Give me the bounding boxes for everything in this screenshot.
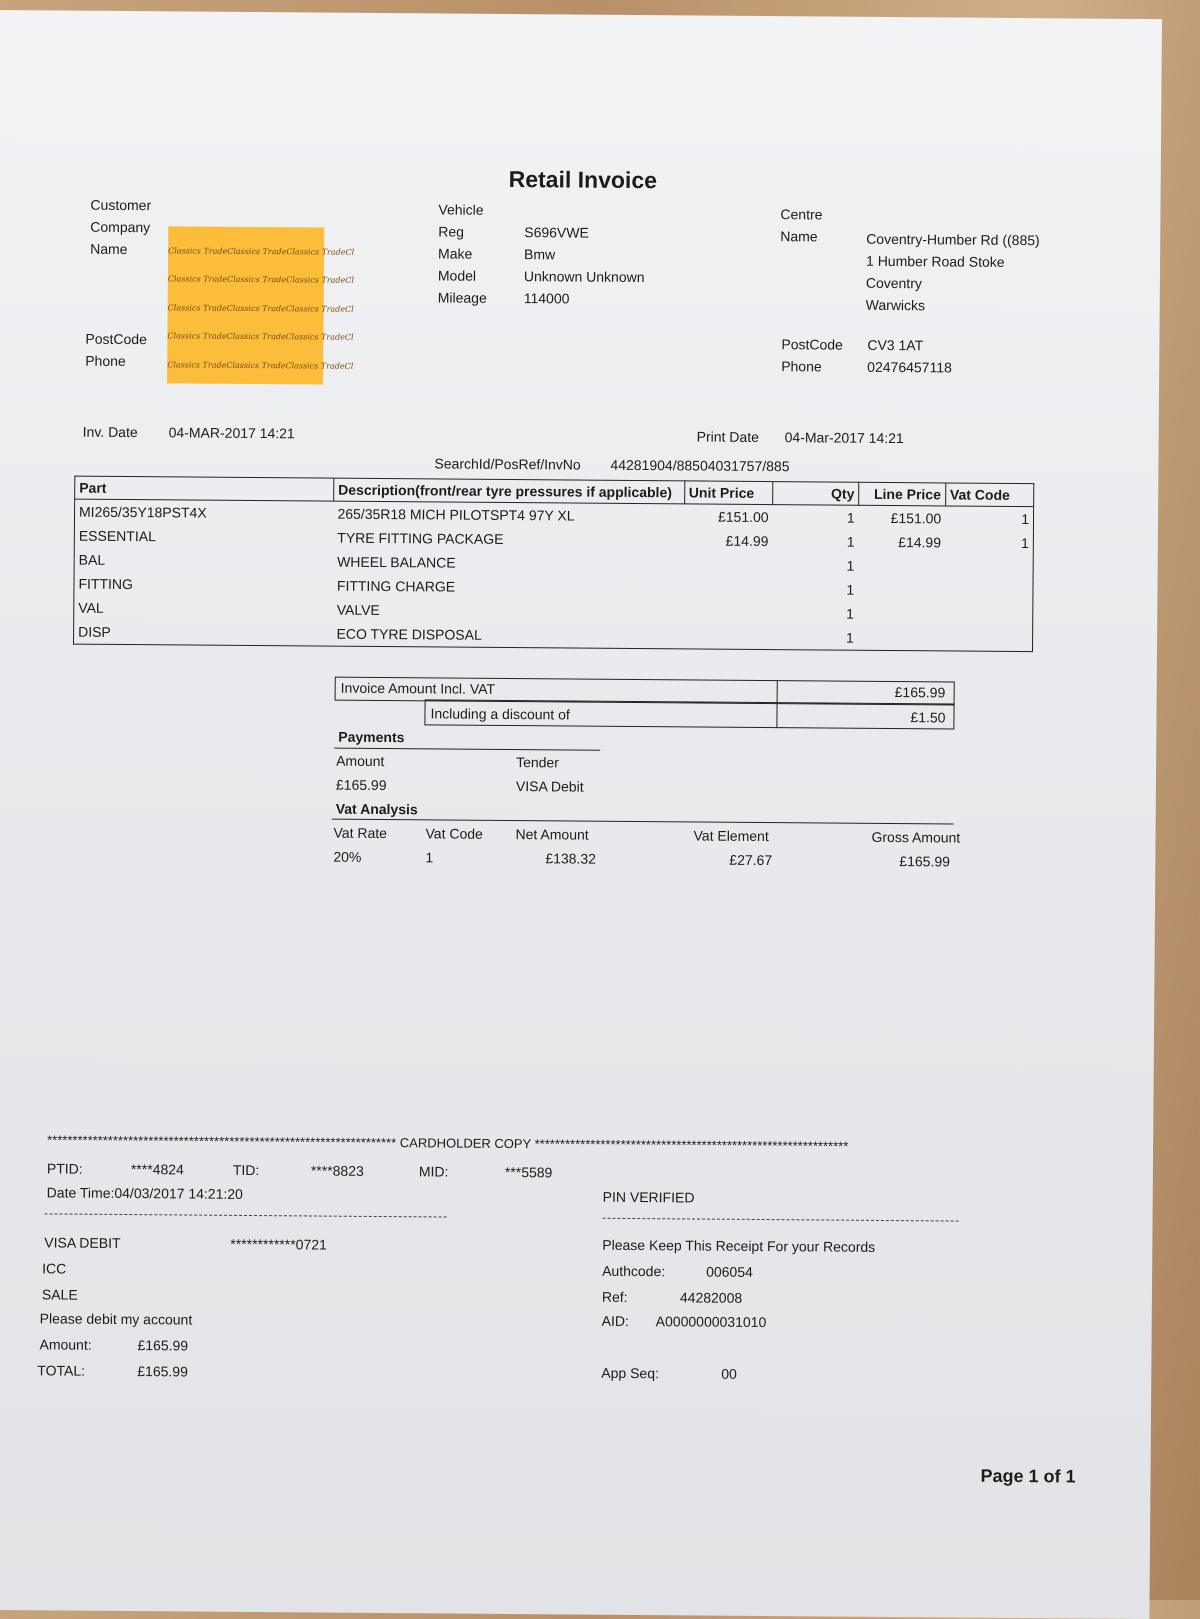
vat-element: £27.67 [729,851,773,869]
receipt-dash-right [603,1218,959,1222]
payment-tender: VISA Debit [515,778,584,795]
aid-label: AID: [601,1312,630,1329]
inv-date-label: Inv. Date [82,423,138,441]
vat-rule [332,819,954,825]
cell-description: ECO TYRE DISPOSAL [336,625,482,643]
centre-postcode: CV3 1AT [867,336,924,354]
cell-vat-code [944,602,1032,627]
cell-description: TYRE FITTING PACKAGE [337,529,504,547]
search-ref-label: SearchId/PosRef/InvNo [434,455,581,473]
tid-value: ****8823 [310,1162,364,1179]
receipt-total-label: TOTAL: [37,1362,86,1379]
authcode-label: Authcode: [602,1262,666,1280]
cell-line-price [858,626,945,651]
vat-element-label: Vat Element [693,827,769,845]
customer-name-label: Name [90,240,128,258]
vehicle-label: Vehicle [438,201,484,218]
discount-value: £1.50 [910,709,946,726]
payments-rule [334,748,600,751]
cell-line-price [858,602,945,627]
centre-name-label: Name [780,228,818,245]
gross-amount: £165.99 [899,853,951,870]
mileage-label: Mileage [437,289,487,306]
pin-verified: PIN VERIFIED [602,1188,695,1206]
cell-qty: 1 [846,605,855,622]
print-date: 04-Mar-2017 14:21 [784,429,904,447]
cell-qty: 1 [846,509,855,526]
cell-vat-code [944,626,1032,651]
mid-value: ***5589 [504,1164,553,1181]
receipt-amount: £165.99 [137,1337,189,1354]
col-line-price: Line Price [859,482,946,506]
vat-heading: Vat Analysis [335,800,418,818]
tid-label: TID: [232,1161,260,1179]
vat-code: 1 [425,849,434,866]
cell-unit-price [683,600,772,625]
reg-label: Reg [438,223,465,240]
cell-vat-code [945,554,1033,579]
centre-address-line-2: Coventry [865,274,922,292]
cell-line-price [858,554,945,579]
centre-phone: 02476457118 [867,358,952,376]
cell-part: DISP [78,623,111,640]
redaction-text: Classics TradeClassics TradeClassics TradeCl [167,360,354,371]
cell-part: FITTING [78,575,133,593]
redaction-text: Classics TradeClassics TradeClassics TradeCl [168,246,355,257]
line-items-table [73,476,1034,653]
discount-label: Including a discount of [430,705,570,723]
company-label: Company [90,218,151,236]
cell-qty: 1 [846,533,855,550]
model-label: Model [437,267,477,284]
payment-amount-label: Amount [336,752,385,770]
app-seq-label: App Seq: [601,1364,659,1382]
centre-phone-label: Phone [781,358,822,375]
cell-description: 265/35R18 MICH PILOTSPT4 97Y XL [337,505,575,524]
redaction-text: Classics TradeClassics TradeClassics TradeCl [167,303,354,314]
cell-unit-price [683,624,772,649]
mid-label: MID: [418,1163,449,1180]
vat-rate-label: Vat Rate [333,824,388,842]
cell-description: FITTING CHARGE [336,577,456,595]
invoice-title: Retail Invoice [508,166,658,194]
print-date-label: Print Date [696,428,759,445]
cell-unit-price [683,576,772,601]
cell-line-price: £151.00 [890,510,942,527]
col-unit-price: Unit Price [684,481,773,505]
redaction-block [167,226,355,384]
centre-postcode-label: PostCode [781,336,843,353]
card-type: VISA DEBIT [44,1234,121,1251]
centre-label: Centre [780,206,823,223]
cell-part: VAL [78,599,104,616]
make-label: Make [438,245,473,262]
inv-date: 04-MAR-2017 14:21 [168,424,295,442]
cell-line-price: £14.99 [898,534,942,551]
cell-vat-code: 1 [1021,511,1030,528]
cell-vat-code: 1 [1020,535,1029,552]
receipt-dash-left [45,1213,447,1217]
receipt-total: £165.99 [137,1363,188,1380]
gross-amount-label: Gross Amount [871,828,961,846]
payments-heading: Payments [338,728,405,746]
sale-label: SALE [41,1286,78,1303]
redaction-text: Classics TradeClassics TradeClassics TradeCl [167,331,354,342]
net-amount-label: Net Amount [515,826,589,843]
cell-description: VALVE [336,601,380,619]
ref-label: Ref: [601,1288,628,1305]
invoice-page [0,10,1162,1619]
centre-address-line-1: 1 Humber Road Stoke [865,252,1005,270]
net-amount: £138.32 [545,850,597,867]
cell-qty: 1 [845,629,854,646]
authcode-value: 006054 [706,1263,753,1280]
debit-text: Please debit my account [39,1310,193,1328]
ptid-value: ****4824 [130,1161,184,1178]
cell-line-price [858,578,945,603]
cell-part: BAL [78,551,106,568]
vat-code-label: Vat Code [425,825,483,842]
keep-receipt-text: Please Keep This Receipt For your Records [602,1236,876,1255]
col-vat-code: Vat Code [945,483,1033,507]
cell-qty: 1 [846,557,855,574]
redaction-text: Classics TradeClassics TradeClassics TradeCl [167,274,355,285]
aid-value: A0000000031010 [655,1313,767,1331]
cell-description: WHEEL BALANCE [337,553,456,571]
page-number: Page 1 of 1 [980,1465,1076,1487]
card-number: ************0721 [230,1235,327,1253]
cell-part: MI265/35Y18PST4X [78,503,207,521]
customer-label: Customer [90,196,152,214]
make-value: Bmw [524,246,556,263]
ptid-label: PTID: [46,1160,83,1177]
cell-unit-price: £151.00 [717,508,769,526]
customer-phone-label: Phone [85,352,126,369]
icc-label: ICC [42,1260,67,1277]
search-ref-value: 44281904/88504031757/885 [610,456,790,475]
cell-part: ESSENTIAL [78,527,156,545]
vat-rate: 20% [333,848,362,865]
col-description: Description(front/rear tyre pressures if applicable) [334,478,685,504]
cell-vat-code [945,578,1033,603]
ref-value: 44282008 [679,1289,743,1306]
invoice-amount-label: Invoice Amount Incl. VAT [340,679,496,697]
app-seq-value: 00 [721,1365,737,1382]
reg-value: S696VWE [524,224,589,241]
invoice-amount-value: £165.99 [894,684,946,701]
cardholder-copy-banner: ********************************************************************* CARDHOLDER COPY ************************************************************** [47,1132,849,1154]
payment-amount: £165.99 [335,776,387,794]
payment-tender-label: Tender [516,754,559,771]
receipt-datetime: Date Time:04/03/2017 14:21:20 [46,1184,243,1202]
customer-postcode-label: PostCode [85,330,147,348]
col-part: Part [75,476,334,501]
centre-address-line-3: Warwicks [865,296,926,314]
receipt-amount-label: Amount: [39,1336,92,1353]
cell-unit-price: £14.99 [725,532,769,550]
col-qty: Qty [773,482,859,506]
model-value: Unknown Unknown [523,268,645,286]
cell-unit-price [684,552,773,577]
mileage-value: 114000 [523,290,570,307]
cell-qty: 1 [846,581,855,598]
centre-name: Coventry-Humber Rd ((885) [866,230,1040,249]
